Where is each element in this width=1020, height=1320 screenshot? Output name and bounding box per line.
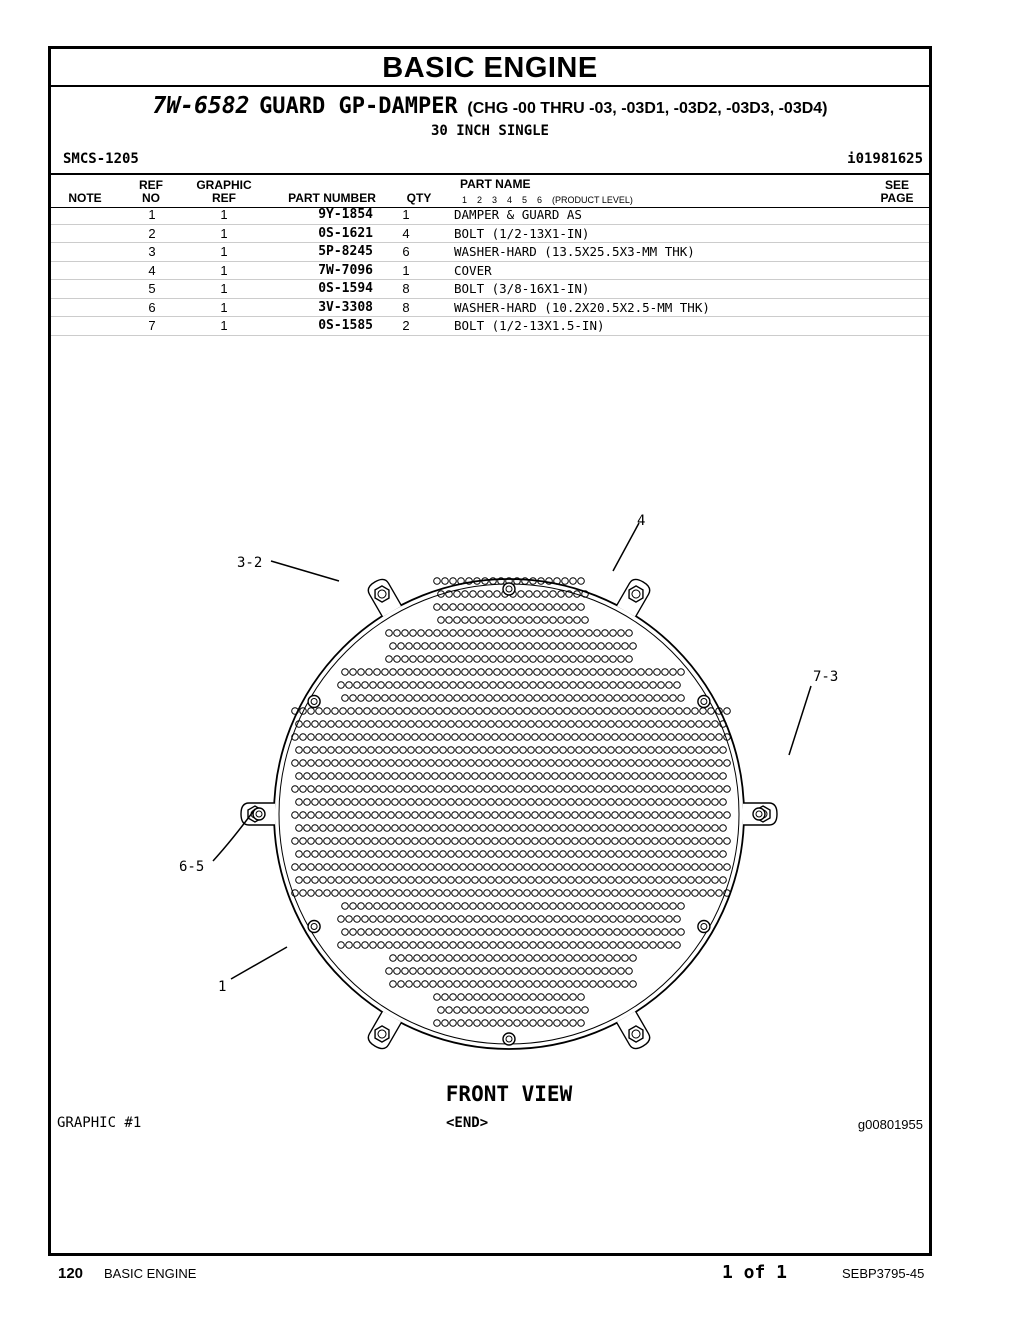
footer-section: BASIC ENGINE (104, 1266, 197, 1281)
col-see-bottom: PAGE (880, 191, 914, 205)
cover-bolt (698, 921, 710, 933)
group-name: GUARD GP-DAMPER (259, 94, 458, 119)
group-part-number[interactable]: 7W-6582 (152, 93, 250, 119)
graphic-ref-cell: 1 (183, 261, 265, 280)
leader-6-5 (213, 809, 255, 861)
col-ref-no-top: REF (139, 178, 163, 192)
callout-1: 1 (218, 979, 227, 995)
part-name-cell: WASHER-HARD (13.5X25.5X3-MM THK) (439, 243, 929, 262)
cover-bolt (308, 696, 320, 708)
guard-outer-ring (274, 579, 744, 1049)
part-number-cell[interactable]: 5P-8245 (265, 243, 373, 262)
cover-bolt (503, 1033, 515, 1045)
part-number-cell[interactable]: 0S-1621 (265, 224, 373, 243)
ref-no-cell: 5 (121, 280, 183, 299)
drawing-caption: FRONT VIEW (445, 1082, 573, 1106)
ref-no-cell: 6 (121, 298, 183, 317)
part-name-cell: DAMPER & GUARD AS (439, 206, 929, 224)
smcs-code: SMCS-1205 (63, 151, 139, 167)
graphic-ref-cell: 1 (183, 317, 265, 336)
footer-document: SEBP3795-45 (842, 1266, 925, 1281)
serial-range: (CHG -00 THRU -03, -03D1, -03D2, -03D3, -03D4) (467, 100, 828, 117)
part-number-cell[interactable]: 9Y-1854 (265, 206, 373, 224)
group-subtitle: 30 INCH SINGLE (430, 123, 549, 139)
graphic-ref-cell: 1 (183, 298, 265, 317)
col-qty: QTY (406, 191, 432, 205)
cover-bolt (308, 921, 320, 933)
part-name-cell: BOLT (1/2-13X1.5-IN) (439, 317, 929, 336)
qty-cell: 2 (373, 317, 439, 336)
mounting-tab (365, 1011, 401, 1051)
part-name-cell: BOLT (1/2-13X1-IN) (439, 224, 929, 243)
col-product-level: 1 2 3 4 5 6 (PRODUCT LEVEL) (462, 195, 633, 205)
callout-4: 4 (637, 513, 646, 529)
ref-no-cell: 2 (121, 224, 183, 243)
leader-3-2 (271, 561, 339, 581)
part-number-cell[interactable]: 0S-1594 (265, 280, 373, 299)
col-part-number: PART NUMBER (288, 191, 376, 205)
col-see-top: SEE (884, 178, 909, 192)
graphic-ref-cell: 1 (183, 243, 265, 262)
col-graphic-bottom: REF (212, 191, 236, 205)
col-graphic-top: GRAPHIC (196, 178, 252, 192)
page-title: BASIC ENGINE (51, 51, 929, 87)
graphic-ref-cell: 1 (183, 280, 265, 299)
end-marker: <END> (446, 1115, 489, 1131)
qty-cell: 6 (373, 243, 439, 262)
part-name-cell: COVER (439, 261, 929, 280)
graphic-ref-cell: 1 (183, 224, 265, 243)
callout-7-3: 7-3 (813, 669, 839, 685)
qty-cell: 1 (373, 206, 439, 224)
cover-bolt (753, 808, 765, 820)
qty-cell: 8 (373, 280, 439, 299)
footer-page-of: 1 of 1 (722, 1262, 788, 1283)
footer-page-number: 120 (58, 1265, 84, 1282)
mounting-tab (616, 1011, 652, 1051)
qty-cell: 4 (373, 224, 439, 243)
part-number-cell[interactable]: 0S-1585 (265, 317, 373, 336)
cover-bolt (698, 696, 710, 708)
page-frame (48, 46, 932, 1256)
part-number-cell[interactable]: 3V-3308 (265, 298, 373, 317)
part-name-cell: BOLT (3/8-16X1-IN) (439, 280, 929, 299)
qty-cell: 1 (373, 261, 439, 280)
cover-bolt (503, 583, 515, 595)
graphic-label: GRAPHIC #1 (57, 1115, 142, 1131)
col-part-name: PART NAME (460, 177, 531, 191)
illustration-id: i01981625 (847, 151, 923, 167)
ref-no-cell: 1 (121, 206, 183, 224)
callout-3-2: 3-2 (237, 555, 263, 571)
col-note: NOTE (68, 191, 102, 205)
leader-4 (613, 523, 639, 571)
front-view-drawing (51, 49, 929, 1109)
ref-no-cell: 3 (121, 243, 183, 262)
col-ref-no-bottom: NO (142, 191, 160, 205)
ref-no-cell: 4 (121, 261, 183, 280)
ref-no-cell: 7 (121, 317, 183, 336)
graphic-id: g00801955 (857, 1117, 923, 1132)
callout-6-5: 6-5 (179, 859, 205, 875)
leader-7-3 (789, 686, 811, 755)
part-name-cell: WASHER-HARD (10.2X20.5X2.5-MM THK) (439, 298, 929, 317)
qty-cell: 8 (373, 298, 439, 317)
mounting-tab (365, 576, 401, 616)
part-number-cell[interactable]: 7W-7096 (265, 261, 373, 280)
mounting-tab (616, 576, 652, 616)
mounting-tabs (241, 576, 777, 1051)
leader-1 (231, 947, 287, 979)
graphic-ref-cell: 1 (183, 206, 265, 224)
